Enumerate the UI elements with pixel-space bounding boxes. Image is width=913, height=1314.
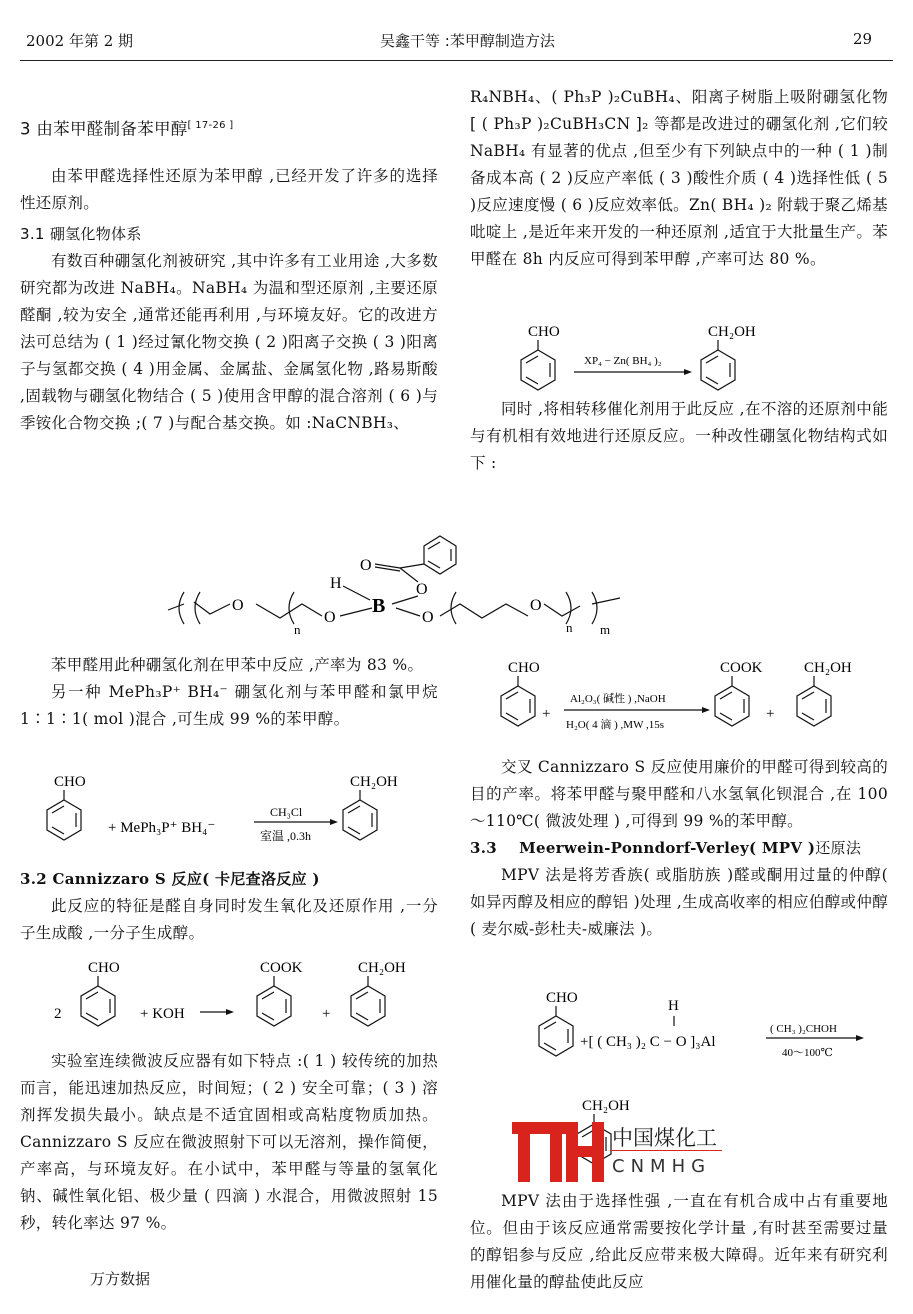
- scheme3-koh: + KOH: [140, 1006, 185, 1022]
- section-3-2-heading: 3.2 Cannizzaro S 反应( 卡尼查洛反应 ): [20, 870, 320, 888]
- header-running-title: 吴鑫干等 :苯甲醇制造方法: [380, 32, 555, 50]
- page-number: 29: [853, 30, 873, 48]
- paragraph-borohydride-cont: R₄NBH₄、( Ph₃P )₂CuBH₄、阳离子树脂上吸附硼氢化物 [ ( Ph₃P )₂CuBH₃CN ]₂ 等都是改进过的硼氢化剂 ,它们较 NaBH₄ 有显著的优点 ,但至少有下列缺点中的一种 ( 1 )制备成本高 ( 2 )反应产率低 ( 3 )酸性介质 ( 4 )选择性低 ( 5 )反应速度慢 ( 6 )反应效率低。Zn( BH₄ )₂ 附载于聚乙烯基吡啶上 ,是近年来开发的一种还原剂 ,适宜于大批量生产。苯甲醛在 8h 内反应可得到苯甲醇 ,产率可达 80 %。: [470, 88, 888, 268]
- right-column-cross-cannizzaro: [470, 754, 888, 943]
- scheme4-product2-label: CH₂OH: [804, 660, 852, 676]
- benzene-ring-icon: [797, 686, 831, 726]
- scheme-4: [470, 654, 900, 744]
- logo-cn-text: 中国煤化工: [612, 1126, 717, 1150]
- left-column-top: [20, 112, 438, 437]
- paragraph-mpv-selectivity: MPV 法由于选择性强 ,一直在有机合成中占有重要地位。但由于该反应通常需要按化学计量 ,有时甚至需要过量的醇铝参与反应 ,给此反应带来极大障碍。近年来有研究利用催化量的醇盐使此反应: [470, 1192, 888, 1291]
- benzene-ring-icon: [424, 536, 456, 574]
- subscript-n-left: n: [294, 622, 301, 637]
- scheme1-reagent: XP₄ − Zn( BH₄ )₂: [584, 355, 662, 367]
- benzene-ring-icon: [47, 800, 81, 840]
- right-column-top: [470, 84, 888, 273]
- benzene-ring-icon: [81, 986, 115, 1026]
- benzene-ring-icon: [351, 986, 385, 1026]
- header-rule: [20, 60, 893, 61]
- benzene-ring-icon: [701, 350, 735, 390]
- benzene-ring-icon: [257, 986, 291, 1026]
- left-column-cannizzaro: [20, 866, 438, 947]
- section-3-3-tail: 还原法: [815, 839, 862, 857]
- section-3-3-name: Meerwein-Ponndorf-Verley( MPV ): [519, 839, 816, 857]
- scheme2-reagent-bottom: 室温 ,0.3h: [260, 829, 312, 843]
- paragraph-mpv: MPV 法是将芳香族( 或脂肪族 )醛或酮用过量的仲醇( 如异丙醇及相应的醇铝 )处理 ,生成高收率的相应伯醇或仲醇( 麦尔威-彭杜夫-威廉法 )。: [470, 866, 888, 938]
- paragraph-microwave: 实验室连续微波反应器有如下特点 :( 1 ) 较传统的加热而言，能迅速加热反应，时间短；( 2 ) 安全可靠；( 3 ) 溶剂挥发损失最小。缺点是不适宜固相或高粘度物质加热。Cannizzaro S 反应在微波照射下可以无溶剂，操作简便，产率高，与环境友好。在小试中，苯甲醛与等量的氢氧化钠、碱性氧化铝、极少量 ( 四滴 ) 水混合，用微波照射 15 秒，转化率达 97 %。: [20, 1052, 438, 1232]
- scheme2-reactant-label: CHO: [54, 774, 86, 790]
- scheme-3: [20, 954, 440, 1039]
- scheme5-product-label: CH₂OH: [582, 1098, 630, 1114]
- scheme5-h: H: [668, 998, 679, 1014]
- section-3-3-heading: [470, 835, 888, 862]
- benzene-ring-icon: [343, 800, 377, 840]
- benzene-ring-icon: [715, 686, 749, 726]
- scheme5-aluminium-alkoxide: +[ ( CH₃ )₂ C − O ]₃Al: [580, 1034, 716, 1050]
- section-3-1-heading: [20, 221, 438, 248]
- right-ether-oxygen: O: [422, 609, 434, 626]
- scheme3-product2-label: CH₂OH: [358, 960, 406, 976]
- right-chain-oxygen: O: [530, 597, 542, 614]
- scheme2-reagent-top: CH₃Cl: [270, 805, 303, 819]
- left-column-bottom-1: [20, 652, 438, 733]
- scheme4-product1-label: COOK: [720, 660, 763, 676]
- footer-source: 万方数据: [90, 1270, 151, 1288]
- subscript-m: m: [600, 622, 611, 637]
- right-column-ptc: [470, 396, 888, 477]
- paragraph-cross-cannizzaro: 交叉 Cannizzaro S 反应使用廉价的甲醛可得到较高的目的产率。将苯甲醛与聚甲醛和八水氢氧化钡混合 ,在 100～110℃( 微波处理 ) ,可得到 99 %的苯甲醇。: [470, 758, 888, 830]
- scheme4-reactant-label: CHO: [508, 660, 540, 676]
- paragraph-mephp: 另一种 MePh₃P⁺ BH₄⁻ 硼氢化剂与苯甲醛和氯甲烷 1∶1∶1( mol )混合 ,可生成 99 %的苯甲醇。: [20, 683, 438, 728]
- polymer-borohydride-structure: [160, 526, 660, 641]
- paragraph-borohydride: 有数百种硼氢化剂被研究 ,其中许多有工业用途 ,大多数研究都为改进 NaBH₄。NaBH₄ 为温和型还原剂 ,主要还原醛酮 ,较为安全 ,通常还能再利用 ,与环境友好。它的改进方法可总结为 ( 1 )经过氰化物交换 ( 2 )阳离子交换 ( 3 )阳离子与氢都交换 ( 4 )用金属、金属盐、金属氢化物 ,路易斯酸 ,固载物与硼氢化物结合 ( 5 )使用含甲醇的混合溶剂 ( 6 )与季铵化合物交换 ;( 7 )与配合基交换。如 :NaCNBH₃、: [20, 251, 438, 432]
- scheme4-plus-left: +: [542, 706, 551, 722]
- scheme4-reagent-top: Al₂O₃( 碱性 ) ,NaOH: [570, 693, 666, 705]
- scheme-1: [470, 318, 890, 398]
- scheme5-cond-top: ( CH₃ )₂CHOH: [770, 1023, 837, 1035]
- scheme3-plus: +: [322, 1006, 331, 1022]
- scheme4-reagent-bottom: H₂O( 4 滴 ) ,MW ,15s: [566, 719, 665, 731]
- scheme3-product1-label: COOK: [260, 960, 303, 976]
- header-year-issue: 2002 年第 2 期: [26, 32, 134, 50]
- scheme5-reactant-label: CHO: [546, 990, 578, 1006]
- cnmhg-watermark: [510, 1118, 730, 1186]
- boron-atom: B: [372, 595, 386, 617]
- section-3-heading: [20, 112, 438, 143]
- scheme4-plus: +: [766, 706, 775, 722]
- paragraph-phase-transfer: 同时 ,将相转移催化剂用于此反应 ,在不溶的还原剂中能与有机相有效地进行还原反应。一种改性硼氢化物结构式如下 :: [470, 400, 888, 472]
- benzene-ring-icon: [501, 686, 535, 726]
- left-column-microwave: [20, 1048, 438, 1237]
- benzene-ring-icon: [539, 1016, 573, 1056]
- left-chain-oxygen: O: [232, 597, 244, 614]
- section-3-title: 3 由苯甲醛制备苯甲醇: [20, 119, 188, 139]
- scheme3-reactant-label: CHO: [88, 960, 120, 976]
- scheme1-reactant-label: CHO: [528, 324, 560, 340]
- hydride-h: H: [330, 575, 342, 592]
- scheme2-borohydride: + MePh₃P⁺ BH₄⁻: [108, 820, 216, 836]
- benzene-ring-icon: [521, 350, 555, 390]
- scheme-2: [20, 768, 440, 853]
- ester-oxygen: O: [416, 581, 428, 598]
- section-3-ref: [ 17-26 ]: [187, 120, 234, 131]
- carbonyl-oxygen: O: [360, 557, 372, 574]
- scheme2-product-label: CH₂OH: [350, 774, 398, 790]
- scheme5-cond-bottom: 40～100℃: [782, 1047, 833, 1059]
- scheme1-product-label: CH₂OH: [708, 324, 756, 340]
- left-ether-oxygen: O: [324, 609, 336, 626]
- paragraph-cannizzaro: 此反应的特征是醛自身同时发生氧化及还原作用 ,一分子生成酸 ,一分子生成醇。: [20, 897, 438, 942]
- right-column-mpv-cont: [470, 1188, 888, 1296]
- paragraph-intro: 由苯甲醛选择性还原为苯甲醇 ,已经开发了许多的选择性还原剂。: [20, 166, 438, 212]
- logo-en-text: CNMHG: [612, 1156, 712, 1177]
- cnmhg-logo-icon: [510, 1118, 606, 1184]
- paragraph-yield-83: 苯甲醛用此种硼氢化剂在甲苯中反应 ,产率为 83 %。: [51, 656, 424, 674]
- scheme3-coefficient: 2: [54, 1006, 62, 1022]
- section-3-3-number: 3.3: [470, 839, 497, 857]
- subscript-n-right: n: [566, 620, 573, 635]
- section-3-1-title: 3.1 硼氢化物体系: [20, 224, 142, 243]
